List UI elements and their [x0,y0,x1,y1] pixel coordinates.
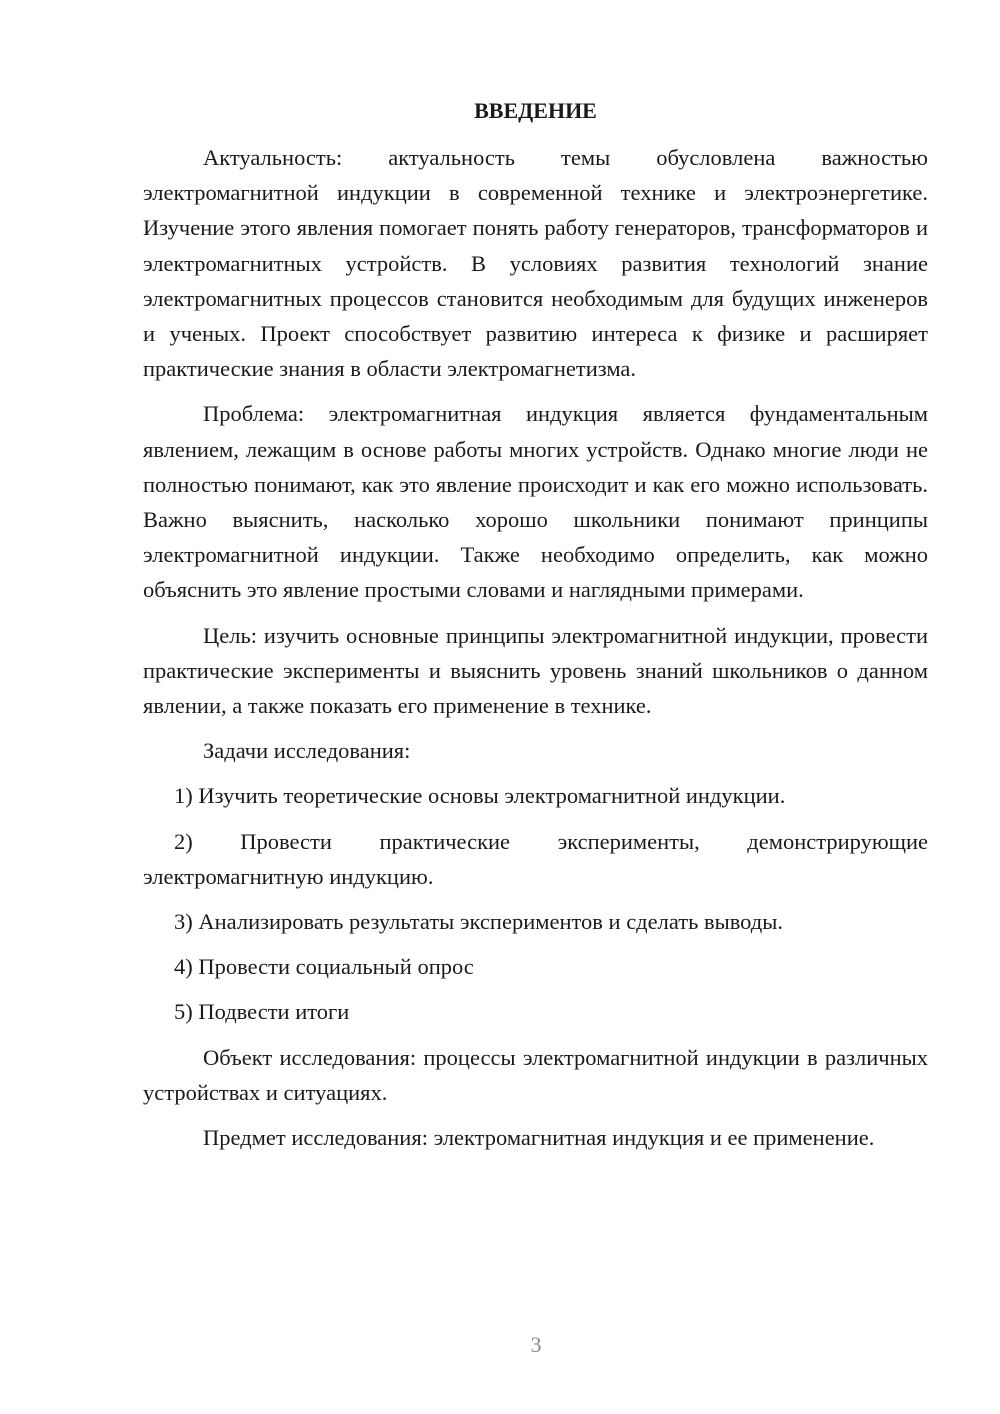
task-item-5: 5) Подвести итоги [174,999,350,1025]
task-item-3: 3) Анализировать результаты экспериментов и сделать выводы. [174,909,783,935]
task-item-1: 1) Изучить теоретические основы электромагнитной индукции. [174,783,786,809]
object-paragraph: Объект исследования: процессы электромагнитной индукции в различных устройствах и ситуациях. [143,1044,928,1105]
problem-paragraph: Проблема: электромагнитная индукция является фундаментальным явлением, лежащим в основе работы многих устройств. Однако многие люди не полностью понимают, как это явление происходит и как его можно использовать. Важно выяснить, насколько хорошо школьники понимают принципы электромагнитной индукции. Также необходимо определить, как можно объяснить это явление простыми словами и наглядными примерами. [143,401,928,603]
document-page [143,96,928,1165]
task-item-4: 4) Провести социальный опрос [174,954,474,980]
subject-paragraph: Предмет исследования: электромагнитная индукция и ее применение. [203,1125,875,1151]
goal-paragraph: Цель: изучить основные принципы электромагнитной индукции, провести практические эксперименты и выяснить уровень знаний школьников о данном явлении, а также показать его применение в технике. [143,622,928,719]
relevance-paragraph: Актуальность: актуальность темы обусловлена важностью электромагнитной индукции в современной технике и электроэнергетике. Изучение этого явления помогает понять работу генераторов, трансформаторов и электромагнитных устройств. В условиях развития технологий знание электромагнитных процессов становится необходимым для будущих инженеров и ученых. Проект способствует развитию интереса к физике и расширяет практические знания в области электромагнетизма. [143,145,928,382]
tasks-heading: Задачи исследования: [203,738,411,764]
page-number: 3 [530,1332,542,1357]
page-title: ВВЕДЕНИЕ [474,98,597,123]
task-item-2: 2) Провести практические эксперименты, демонстрирующие электромагнитную индукцию. [143,828,928,889]
